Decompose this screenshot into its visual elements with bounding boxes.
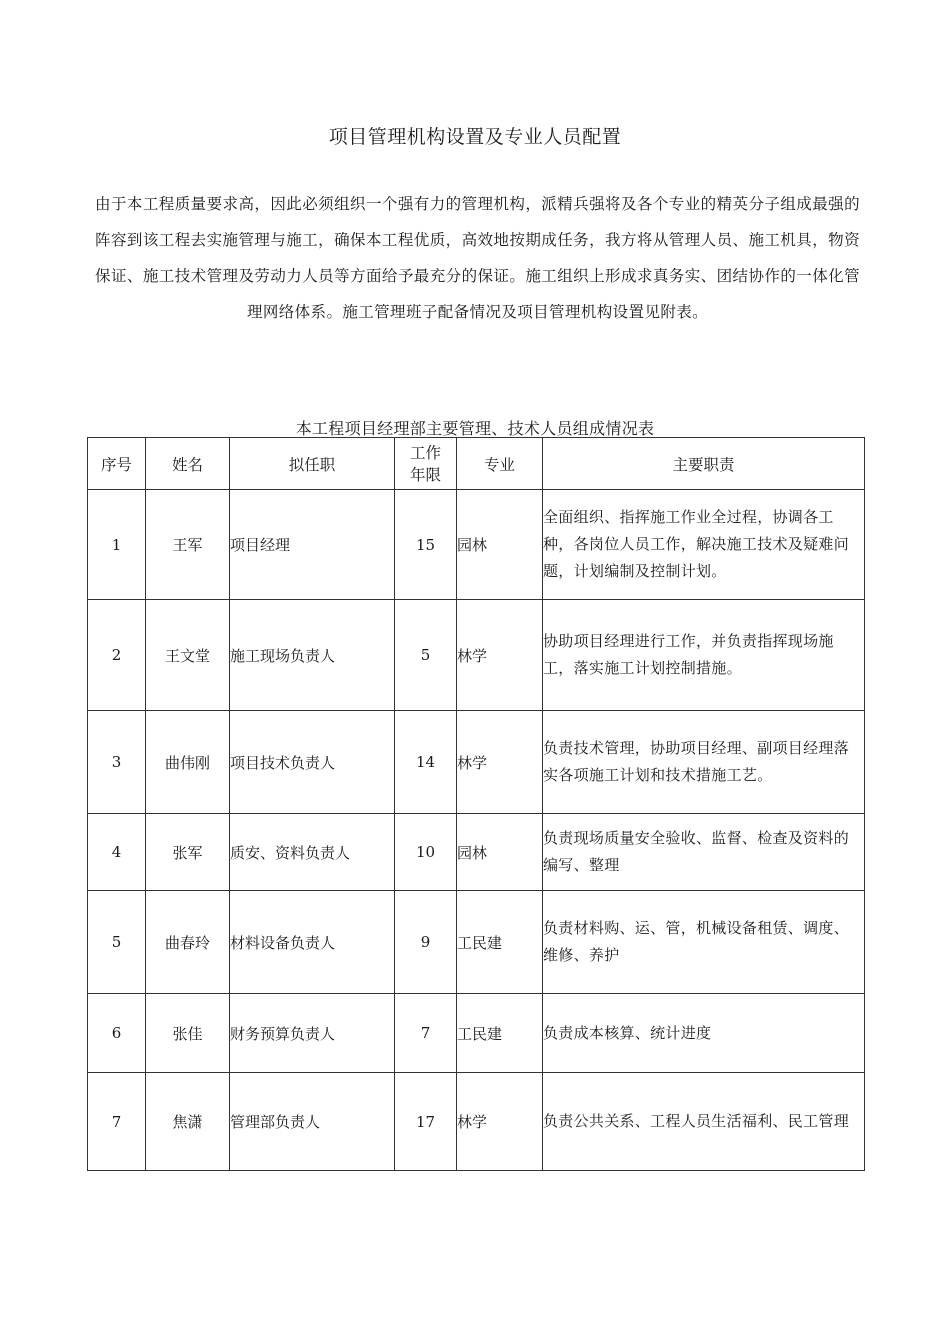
cell-index: 4: [88, 814, 146, 891]
cell-major: 林学: [457, 711, 543, 814]
cell-major: 工民建: [457, 891, 543, 994]
cell-name: 曲春玲: [146, 891, 230, 994]
cell-years: 10: [395, 814, 457, 891]
cell-name: 王文堂: [146, 600, 230, 711]
header-years: [395, 438, 457, 490]
cell-name: 曲伟刚: [146, 711, 230, 814]
table-row: [88, 814, 865, 891]
cell-major: 园林: [457, 490, 543, 600]
cell-name: 焦潇: [146, 1073, 230, 1171]
cell-role: 材料设备负责人: [230, 891, 395, 994]
cell-years: 15: [395, 490, 457, 600]
cell-duties: 负责材料购、运、管，机械设备租赁、调度、维修、养护: [543, 891, 865, 994]
header-years-line2: 年限: [409, 465, 441, 484]
table-row: [88, 891, 865, 994]
table-row: [88, 994, 865, 1073]
cell-role: 财务预算负责人: [230, 994, 395, 1073]
cell-duties: 负责现场质量安全验收、监督、检查及资料的编写、整理: [543, 814, 865, 891]
cell-duties: 全面组织、指挥施工作业全过程，协调各工种，各岗位人员工作，解决施工技术及疑难问题，计划编制及控制计划。: [543, 490, 865, 600]
header-name: 姓名: [146, 438, 230, 490]
cell-duties: 协助项目经理进行工作，并负责指挥现场施工，落实施工计划控制措施。: [543, 600, 865, 711]
cell-duties: 负责技术管理，协助项目经理、副项目经理落实各项施工计划和技术措施工艺。: [543, 711, 865, 814]
cell-duties: 负责成本核算、统计进度: [543, 994, 865, 1073]
header-duties: 主要职责: [543, 438, 865, 490]
cell-major: 林学: [457, 600, 543, 711]
cell-years: 17: [395, 1073, 457, 1171]
header-major: 专业: [457, 438, 543, 490]
cell-role: 质安、资料负责人: [230, 814, 395, 891]
cell-index: 7: [88, 1073, 146, 1171]
table-caption: 本工程项目经理部主要管理、技术人员组成情况表: [295, 419, 655, 438]
cell-name: 王军: [146, 490, 230, 600]
cell-role: 项目经理: [230, 490, 395, 600]
staff-table: [87, 437, 865, 1171]
table-header-row: [88, 438, 865, 490]
cell-years: 14: [395, 711, 457, 814]
cell-role: 施工现场负责人: [230, 600, 395, 711]
cell-role: 项目技术负责人: [230, 711, 395, 814]
table-row: [88, 1073, 865, 1171]
cell-major: 园林: [457, 814, 543, 891]
cell-years: 5: [395, 600, 457, 711]
cell-index: 2: [88, 600, 146, 711]
cell-major: 工民建: [457, 994, 543, 1073]
header-role: 拟任职: [230, 438, 395, 490]
cell-index: 5: [88, 891, 146, 994]
cell-index: 3: [88, 711, 146, 814]
cell-duties: 负责公共关系、工程人员生活福利、民工管理: [543, 1073, 865, 1171]
cell-index: 6: [88, 994, 146, 1073]
intro-paragraph: 由于本工程质量要求高，因此必须组织一个强有力的管理机构，派精兵强将及各个专业的精英分子组成最强的阵容到该工程去实施管理与施工，确保本工程优质，高效地按期成任务，我方将从管理人员、施工机具，物资保证、施工技术管理及劳动力人员等方面给予最充分的保证。施工组织上形成求真务实、团结协作的一体化管理网络体系。施工管理班子配备情况及项目管理机构设置见附表。: [95, 195, 860, 321]
cell-role: 管理部负责人: [230, 1073, 395, 1171]
cell-name: 张佳: [146, 994, 230, 1073]
cell-name: 张军: [146, 814, 230, 891]
header-years-line1: 工作: [409, 443, 441, 462]
cell-years: 9: [395, 891, 457, 994]
cell-years: 7: [395, 994, 457, 1073]
table-row: [88, 490, 865, 600]
header-index: 序号: [88, 438, 146, 490]
page-title: 项目管理机构设置及专业人员配置: [328, 126, 622, 148]
table-row: [88, 600, 865, 711]
cell-major: 林学: [457, 1073, 543, 1171]
cell-index: 1: [88, 490, 146, 600]
table-row: [88, 711, 865, 814]
